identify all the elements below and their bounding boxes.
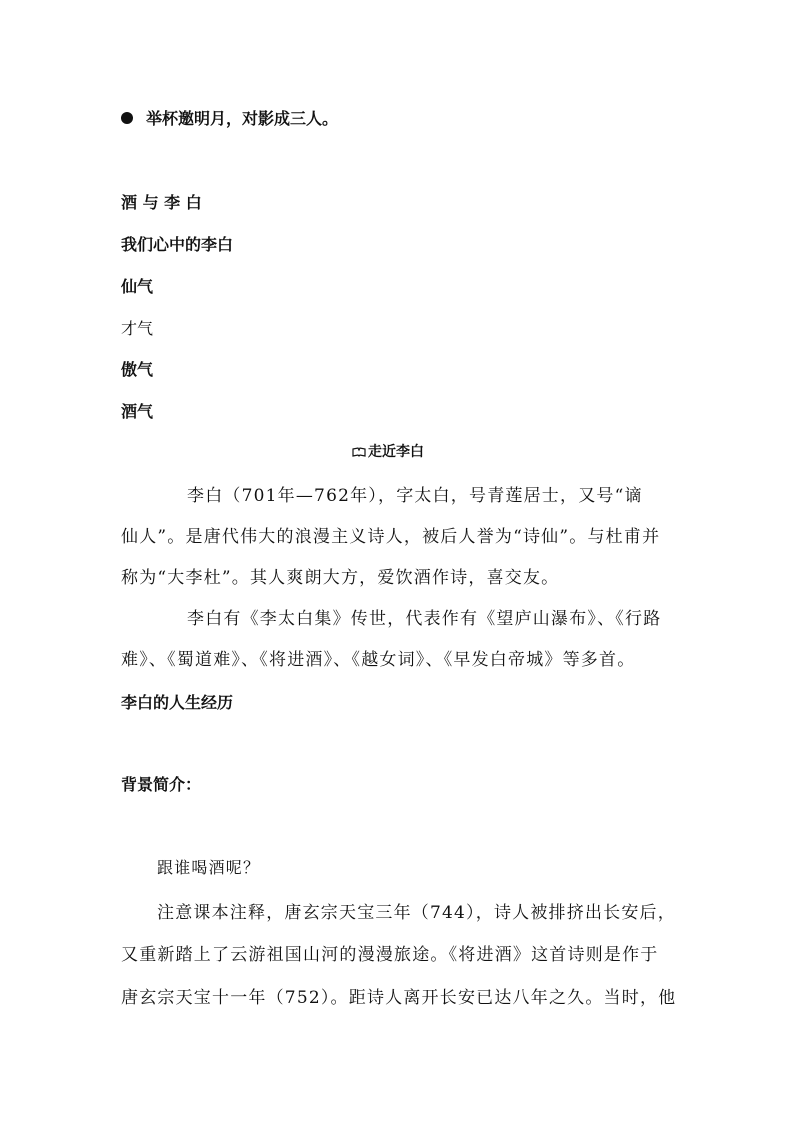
quality-item: 仙气 <box>121 277 154 296</box>
intro-para-line: 仙人”。是唐代伟大的浪漫主义诗人，被后人誉为“诗仙”。与杜甫并 <box>121 527 661 547</box>
section-title-background: 背景简介： <box>121 775 202 794</box>
subtitle-heart: 我们心中的李白 <box>121 235 234 254</box>
intro-para-line: 李白（701年—762年），字太白，号青莲居士，又号“谪 <box>187 486 643 506</box>
question-line: 跟谁喝酒呢？ <box>157 858 261 877</box>
background-para-line: 唐玄宗天宝十一年（752）。距诗人离开长安已达八年之久。当时，他 <box>121 988 677 1008</box>
section-title-approach-text: 走近李白 <box>368 444 424 460</box>
works-para-line: 李白有《李太白集》传世，代表作有《望庐山瀑布》、《行路 <box>187 609 662 629</box>
bullet-poem-line: 举杯邀明月，对影成三人。 <box>146 109 339 128</box>
section-title-wine: 酒 与 李 白 <box>121 193 202 212</box>
section-title-life: 李白的人生经历 <box>121 693 234 712</box>
book-icon <box>352 447 366 457</box>
works-para-line: 难》、《蜀道难》、《将进酒》、《越女词》、《早发白帝城》等多首。 <box>121 650 636 670</box>
quality-item: 酒气 <box>121 402 154 421</box>
background-para-line: 又重新踏上了云游祖国山河的漫漫旅途。《将进酒》这首诗则是作于 <box>121 945 659 965</box>
background-para-line: 注意课本注释，唐玄宗天宝三年（744），诗人被排挤出长安后， <box>157 903 676 923</box>
section-title-approach <box>352 441 424 461</box>
quality-item: 才气 <box>121 319 154 338</box>
intro-para-line: 称为“大李杜”。其人爽朗大方，爱饮酒作诗，喜交友。 <box>121 568 560 588</box>
bullet-icon <box>121 112 133 124</box>
quality-item: 傲气 <box>121 360 154 379</box>
